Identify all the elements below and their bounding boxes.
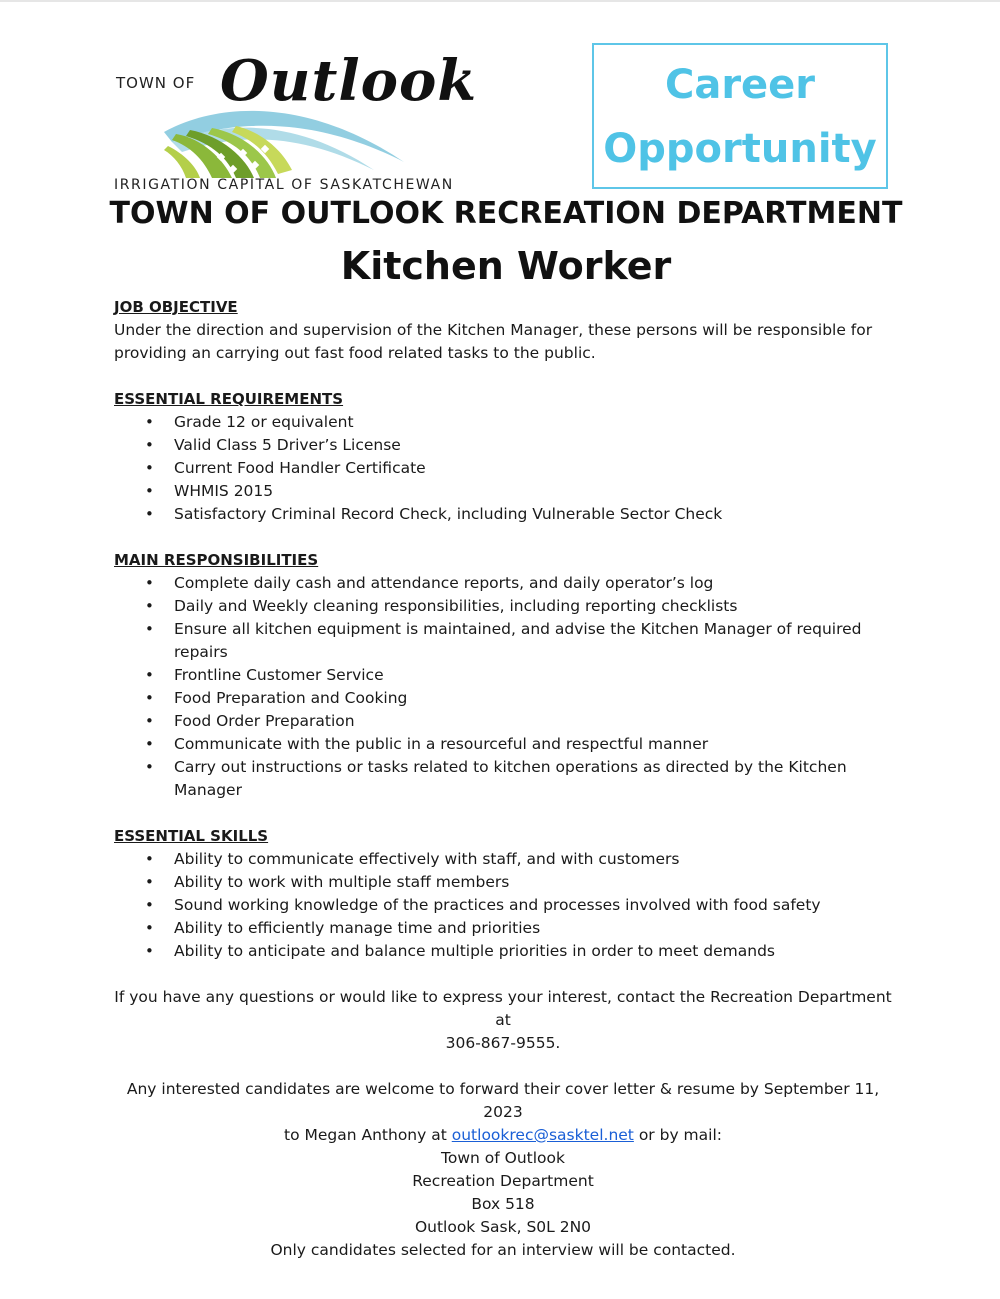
apply-suffix: or by mail: bbox=[638, 1126, 722, 1144]
career-opportunity-box bbox=[592, 43, 888, 189]
requirements-list bbox=[114, 411, 914, 526]
list-item: • Communicate with the public in a resourceful and respectful manner bbox=[174, 733, 914, 756]
job-objective-line2: providing an carrying out fast food related tasks to the public. bbox=[114, 344, 596, 362]
job-objective-heading: JOB OBJECTIVE bbox=[114, 298, 238, 316]
job-objective-line1: Under the direction and supervision of the Kitchen Manager, these persons will be responsible for bbox=[114, 321, 873, 339]
job-title: Kitchen Worker bbox=[340, 244, 672, 288]
address-line: Town of Outlook bbox=[441, 1149, 565, 1167]
list-item: • Ability to efficiently manage time and priorities bbox=[174, 917, 914, 940]
list-item: • Grade 12 or equivalent bbox=[174, 411, 914, 434]
address-line: Recreation Department bbox=[412, 1172, 594, 1190]
apply-line: Any interested candidates are welcome to forward their cover letter & resume by September 11, 2023 bbox=[126, 1080, 880, 1121]
town-logo bbox=[112, 48, 478, 196]
list-item: • Ability to work with multiple staff members bbox=[174, 871, 914, 894]
list-item: • Satisfactory Criminal Record Check, including Vulnerable Sector Check bbox=[174, 503, 914, 526]
email-link[interactable]: outlookrec@sasktel.net bbox=[451, 1126, 634, 1144]
questions-line: If you have any questions or would like to express your interest, contact the Recreation Department at bbox=[114, 988, 892, 1029]
list-item: • Complete daily cash and attendance reports, and daily operator’s log bbox=[174, 572, 914, 595]
apply-email-line bbox=[110, 1124, 896, 1147]
logo-wordmark: Outlook bbox=[220, 48, 478, 114]
list-item: • Frontline Customer Service bbox=[174, 664, 914, 687]
skills-heading: ESSENTIAL SKILLS bbox=[114, 827, 269, 845]
responsibilities-list bbox=[114, 572, 914, 802]
phone-number: 306-867-9555. bbox=[445, 1034, 561, 1052]
posting-body bbox=[114, 296, 914, 1262]
list-item: • Food Order Preparation bbox=[174, 710, 914, 733]
contact-note: Only candidates selected for an interview will be contacted. bbox=[270, 1241, 736, 1259]
logo-tagline: IRRIGATION CAPITAL OF SASKATCHEWAN bbox=[114, 177, 454, 193]
list-item: • Valid Class 5 Driver’s License bbox=[174, 434, 914, 457]
list-item: • Ensure all kitchen equipment is maintained, and advise the Kitchen Manager of required repairs bbox=[174, 618, 914, 664]
career-box-line1: Career bbox=[664, 62, 816, 108]
list-item: • Food Preparation and Cooking bbox=[174, 687, 914, 710]
list-item: • Current Food Handler Certificate bbox=[174, 457, 914, 480]
list-item: • Sound working knowledge of the practices and processes involved with food safety bbox=[174, 894, 914, 917]
list-item: • Ability to anticipate and balance multiple priorities in order to meet demands bbox=[174, 940, 914, 963]
address-line: Box 518 bbox=[471, 1195, 535, 1213]
contact-block bbox=[110, 986, 896, 1262]
address-line: Outlook Sask, S0L 2N0 bbox=[414, 1218, 592, 1236]
requirements-heading: ESSENTIAL REQUIREMENTS bbox=[114, 390, 344, 408]
career-box-line2: Opportunity bbox=[603, 126, 877, 172]
department-title: TOWN OF OUTLOOK RECREATION DEPARTMENT bbox=[109, 196, 903, 231]
top-border bbox=[0, 0, 1000, 2]
skills-list bbox=[114, 848, 914, 963]
apply-prefix: to Megan Anthony at bbox=[284, 1126, 447, 1144]
list-item: • WHMIS 2015 bbox=[174, 480, 914, 503]
list-item: • Daily and Weekly cleaning responsibilities, including reporting checklists bbox=[174, 595, 914, 618]
list-item: • Ability to communicate effectively with staff, and with customers bbox=[174, 848, 914, 871]
logo-town-of: TOWN OF bbox=[116, 74, 196, 92]
responsibilities-heading: MAIN RESPONSIBILITIES bbox=[114, 551, 319, 569]
list-item: • Carry out instructions or tasks related to kitchen operations as directed by the Kitchen Manager bbox=[174, 756, 914, 802]
